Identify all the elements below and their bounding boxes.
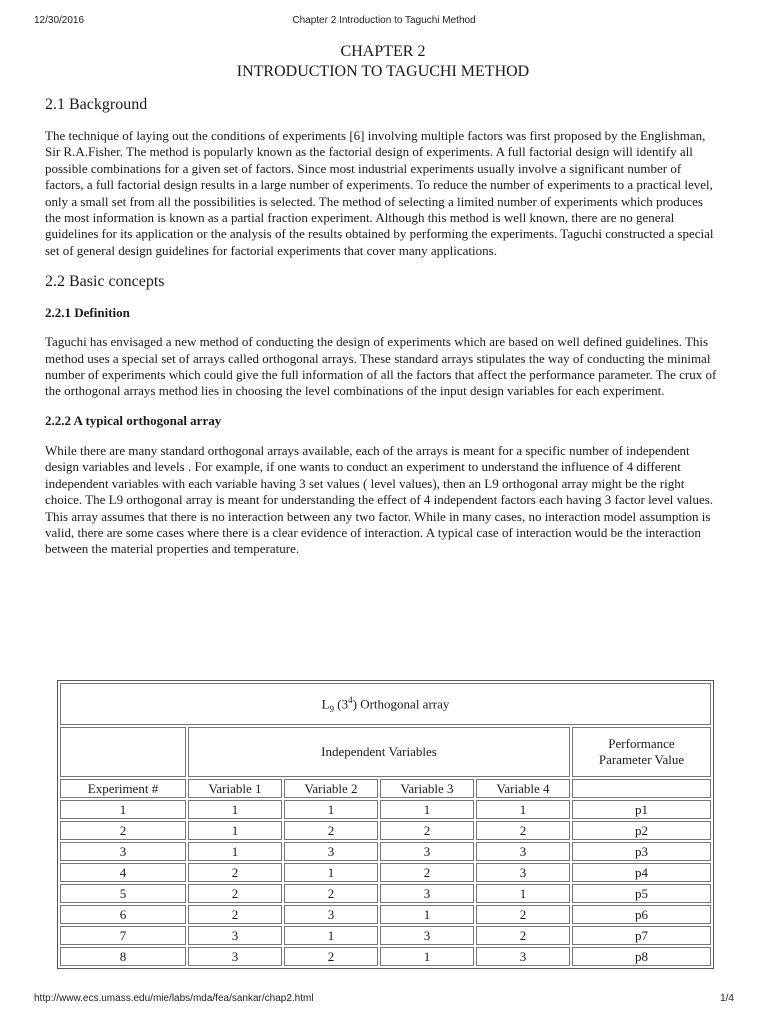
section-heading-background: 2.1 Background [45,96,148,113]
table-cell: 7 [60,926,186,945]
print-url: http://www.ecs.umass.edu/mie/labs/mda/fea/sankar/chap2.html [34,993,314,1004]
table-cell: p5 [572,884,711,903]
table-cell: 3 [476,947,570,966]
chapter-title: INTRODUCTION TO TAGUCHI METHOD [236,63,530,80]
table-cell: 1 [188,842,282,861]
background-paragraph: The technique of laying out the conditions of experiments [6] involving multiple factors was first proposed by the Englishman, Sir R.A.Fisher. The method is popularly known as the factorial design of experiments. A full factorial design will identify all possible combinations for a given set of factors. Since most industrial experiments usually involve a significant number of factors, a full factorial design results in a large number of experiments. To reduce the number of experiments to a practical level, only a small set from all the possibilities is selected. The method of selecting a limited number of experiments which produces the most information is known as a partial fraction experiment. Although this method is well known, there are no general guidelines for its application or the analysis of the results obtained by performing the experiments. Taguchi constructed a special set of general design guidelines for factorial experiments that cover many applications. [45,128,714,258]
table-cell: 5 [60,884,186,903]
performance-header-line1: Performance [608,736,675,751]
caption-rest: ) Orthogonal array [352,695,450,711]
independent-variables-header: Independent Variables [188,727,570,777]
table-cell: 2 [284,821,378,840]
table-cell: 2 [476,905,570,924]
orthogonal-array-table-wrapper [57,680,714,969]
document-body [45,42,721,558]
table-cell: 3 [284,905,378,924]
table-cell: p1 [572,800,711,819]
table-cell: 1 [284,863,378,882]
table-cell: 2 [380,863,474,882]
table-cell: 6 [60,905,186,924]
table-cell: 1 [380,947,474,966]
caption-subscript: 9 [329,703,335,714]
table-cell: 2 [188,905,282,924]
table-row [60,842,711,861]
table-row [60,884,711,903]
table-cell: 2 [188,863,282,882]
performance-header [572,727,711,777]
table-row [60,800,711,819]
table-caption [60,683,711,725]
table-cell: 2 [476,821,570,840]
caption-base: (3 [334,695,349,711]
table-cell: 1 [380,905,474,924]
table-cell: 1 [188,821,282,840]
table-cell: 1 [284,800,378,819]
table-row [60,926,711,945]
print-title: Chapter 2 Introduction to Taguchi Method [292,15,476,26]
table-row [60,821,711,840]
table-cell: 3 [476,842,570,861]
subsection-heading-typical-array: 2.2.2 A typical orthogonal array [45,412,222,428]
table-cell: 2 [476,926,570,945]
table-cell: 3 [380,884,474,903]
column-header-variable-1: Variable 1 [188,779,282,798]
table-cell: 4 [60,863,186,882]
performance-header-line2: Parameter Value [598,752,685,767]
column-header-experiment: Experiment # [60,779,186,798]
column-header-variable-4: Variable 4 [476,779,570,798]
table-row [60,947,711,966]
print-date: 12/30/2016 [34,15,85,26]
column-header-performance [572,779,711,798]
table-cell: 1 [476,800,570,819]
table-cell: p8 [572,947,711,966]
table-cell: 3 [284,842,378,861]
table-cell: 2 [284,884,378,903]
table-row [60,863,711,882]
header-blank-cell [60,727,186,777]
table-cell: 3 [476,863,570,882]
column-header-variable-2: Variable 2 [284,779,378,798]
table-cell: 1 [380,800,474,819]
table-cell: 1 [284,926,378,945]
table-cell: p4 [572,863,711,882]
table-cell: 2 [60,821,186,840]
page-number: 1/4 [720,993,734,1004]
table-cell: p6 [572,905,711,924]
table-cell: 3 [60,842,186,861]
chapter-number: CHAPTER 2 [340,43,426,60]
definition-paragraph: Taguchi has envisaged a new method of conducting the design of experiments which are based on well defined guidelines. This method uses a special set of arrays called orthogonal arrays. These standard arrays stipulates the way of conducting the minimal number of experiments which could give the full information of all the factors that affect the performance parameter. The crux of the orthogonal arrays method lies in choosing the level combinations of the input design variables for each experiment. [45,334,717,399]
orthogonal-array-table [57,680,714,969]
column-header-variable-3: Variable 3 [380,779,474,798]
table-cell: 2 [380,821,474,840]
table-cell: 3 [380,842,474,861]
caption-l: L [321,695,330,711]
table-cell: 1 [60,800,186,819]
table-cell: 2 [188,884,282,903]
table-cell: 8 [60,947,186,966]
table-cell: 3 [380,926,474,945]
table-cell: p3 [572,842,711,861]
section-heading-basic-concepts: 2.2 Basic concepts [45,273,165,291]
typical-array-paragraph: While there are many standard orthogonal arrays available, each of the arrays is meant for a specific number of independent design variables and levels . For example, if one wants to conduct an experiment to understand the influence of 4 different independent variables with each variable having 3 set values ( level values), then an L9 orthogonal array might be the right choice. The L9 orthogonal array is meant for understanding the effect of 4 independent factors each having 3 factor level values. This array assumes that there is no interaction between any two factor. While in many cases, no interaction model assumption is valid, there are some cases where there is a clear evidence of interaction. A typical case of interaction would be the interaction between the material properties and temperature. [45,442,714,557]
table-row [60,905,711,924]
table-cell: 1 [188,800,282,819]
table-cell: 1 [476,884,570,903]
table-cell: p2 [572,821,711,840]
table-cell: p7 [572,926,711,945]
table-cell: 3 [188,926,282,945]
table-cell: 2 [284,947,378,966]
caption-superscript: 4 [348,694,353,705]
subsection-heading-definition: 2.2.1 Definition [45,305,130,321]
table-cell: 3 [188,947,282,966]
